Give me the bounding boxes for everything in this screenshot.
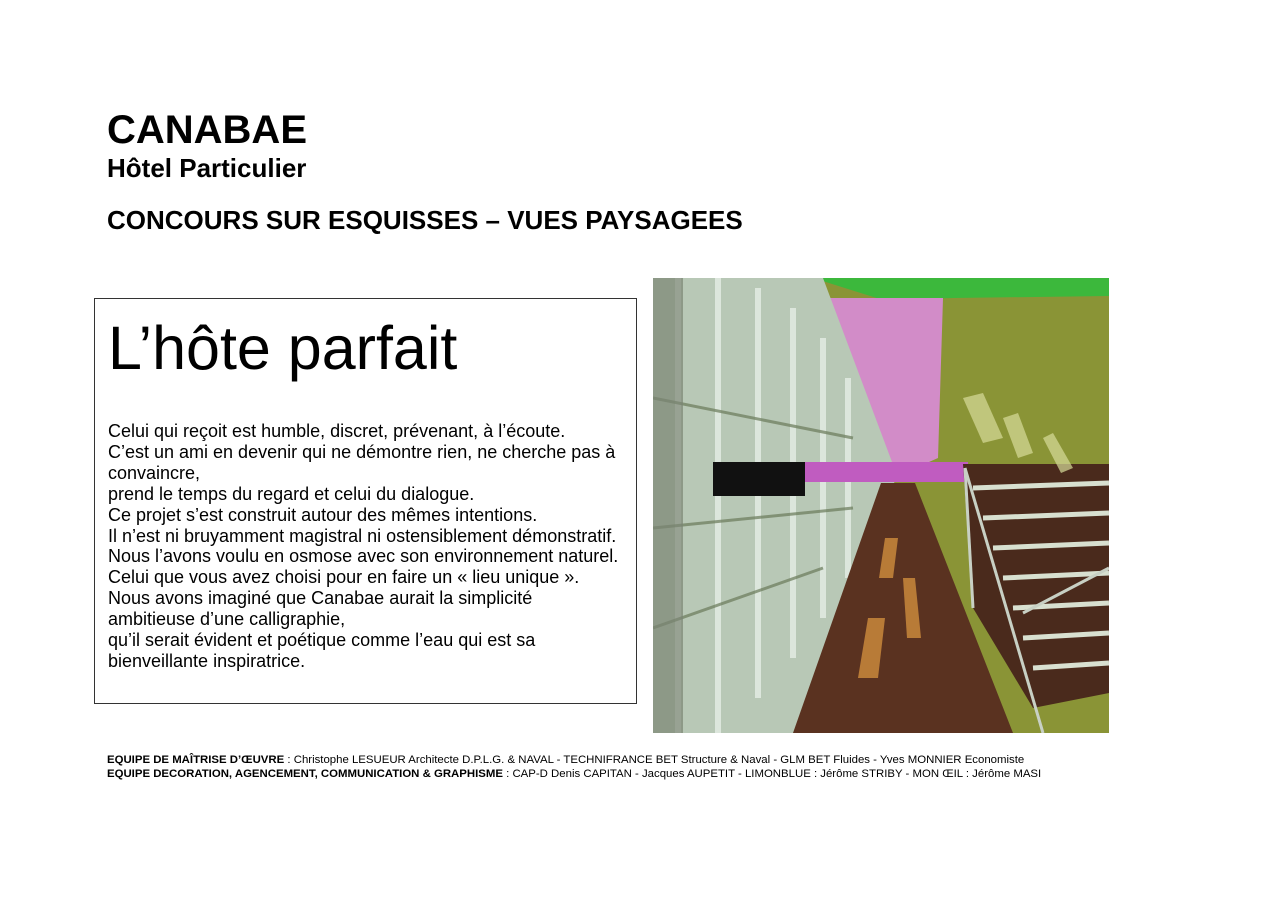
credits-block (107, 754, 1041, 781)
panel-line: Celui que vous avez choisi pour en faire un « lieu unique ». (108, 567, 580, 588)
panel-line: Il n’est ni bruyamment magistral ni ostensiblement démonstratif. (108, 525, 617, 546)
corridor-illustration (653, 278, 1109, 733)
panel-line: ambitieuse d’une calligraphie, (108, 609, 346, 630)
panel-line: C’est un ami en devenir qui ne démontre rien, ne cherche pas à (108, 441, 616, 462)
credits-line-1 (107, 754, 1041, 768)
credits-label-1: EQUIPE DE MAÎTRISE D’ŒUVRE (107, 754, 285, 766)
facade-edge (653, 278, 683, 733)
pink-beam (803, 462, 968, 482)
panel-line: Ce projet s’est construit autour des mêmes intentions. (108, 504, 538, 525)
panel-line: Nous l’avons voulu en osmose avec son environnement naturel. (108, 546, 619, 567)
panel-line: Celui qui reçoit est humble, discret, prévenant, à l’écoute. (108, 421, 566, 441)
text-panel (94, 298, 637, 704)
section-title: CONCOURS SUR ESQUISSES – VUES PAYSAGEES (107, 205, 743, 235)
project-title: CANABAE (107, 108, 307, 152)
credits-line-2 (107, 768, 1041, 782)
panel-line: convaincre, (108, 462, 201, 483)
panel-line: Nous avons imaginé que Canabae aurait la simplicité (108, 588, 533, 609)
interior-render-image (653, 278, 1109, 733)
project-subtitle: Hôtel Particulier (107, 153, 307, 183)
credits-text-2: : CAP-D Denis CAPITAN - Jacques AUPETIT - LIMONBLUE : Jérôme STRIBY - MON ŒIL : Jérôme MASI (502, 767, 1042, 780)
black-beam (713, 462, 805, 496)
panel-text (108, 421, 633, 672)
panel-line: qu’il serait évident et poétique comme l’eau qui est sa (108, 630, 536, 651)
panel-line: bienveillante inspiratrice. (108, 650, 306, 671)
panel-line: prend le temps du regard et celui du dialogue. (108, 483, 475, 504)
credits-text-1: : Christophe LESUEUR Architecte D.P.L.G. & NAVAL - TECHNIFRANCE BET Structure & Naval - GLM BET Fluides - Yves MONNIER Economiste (284, 754, 1025, 766)
panel-heading: L’hôte parfait (108, 314, 458, 382)
credits-label-2: EQUIPE DECORATION, AGENCEMENT, COMMUNICATION & GRAPHISME (107, 767, 503, 780)
